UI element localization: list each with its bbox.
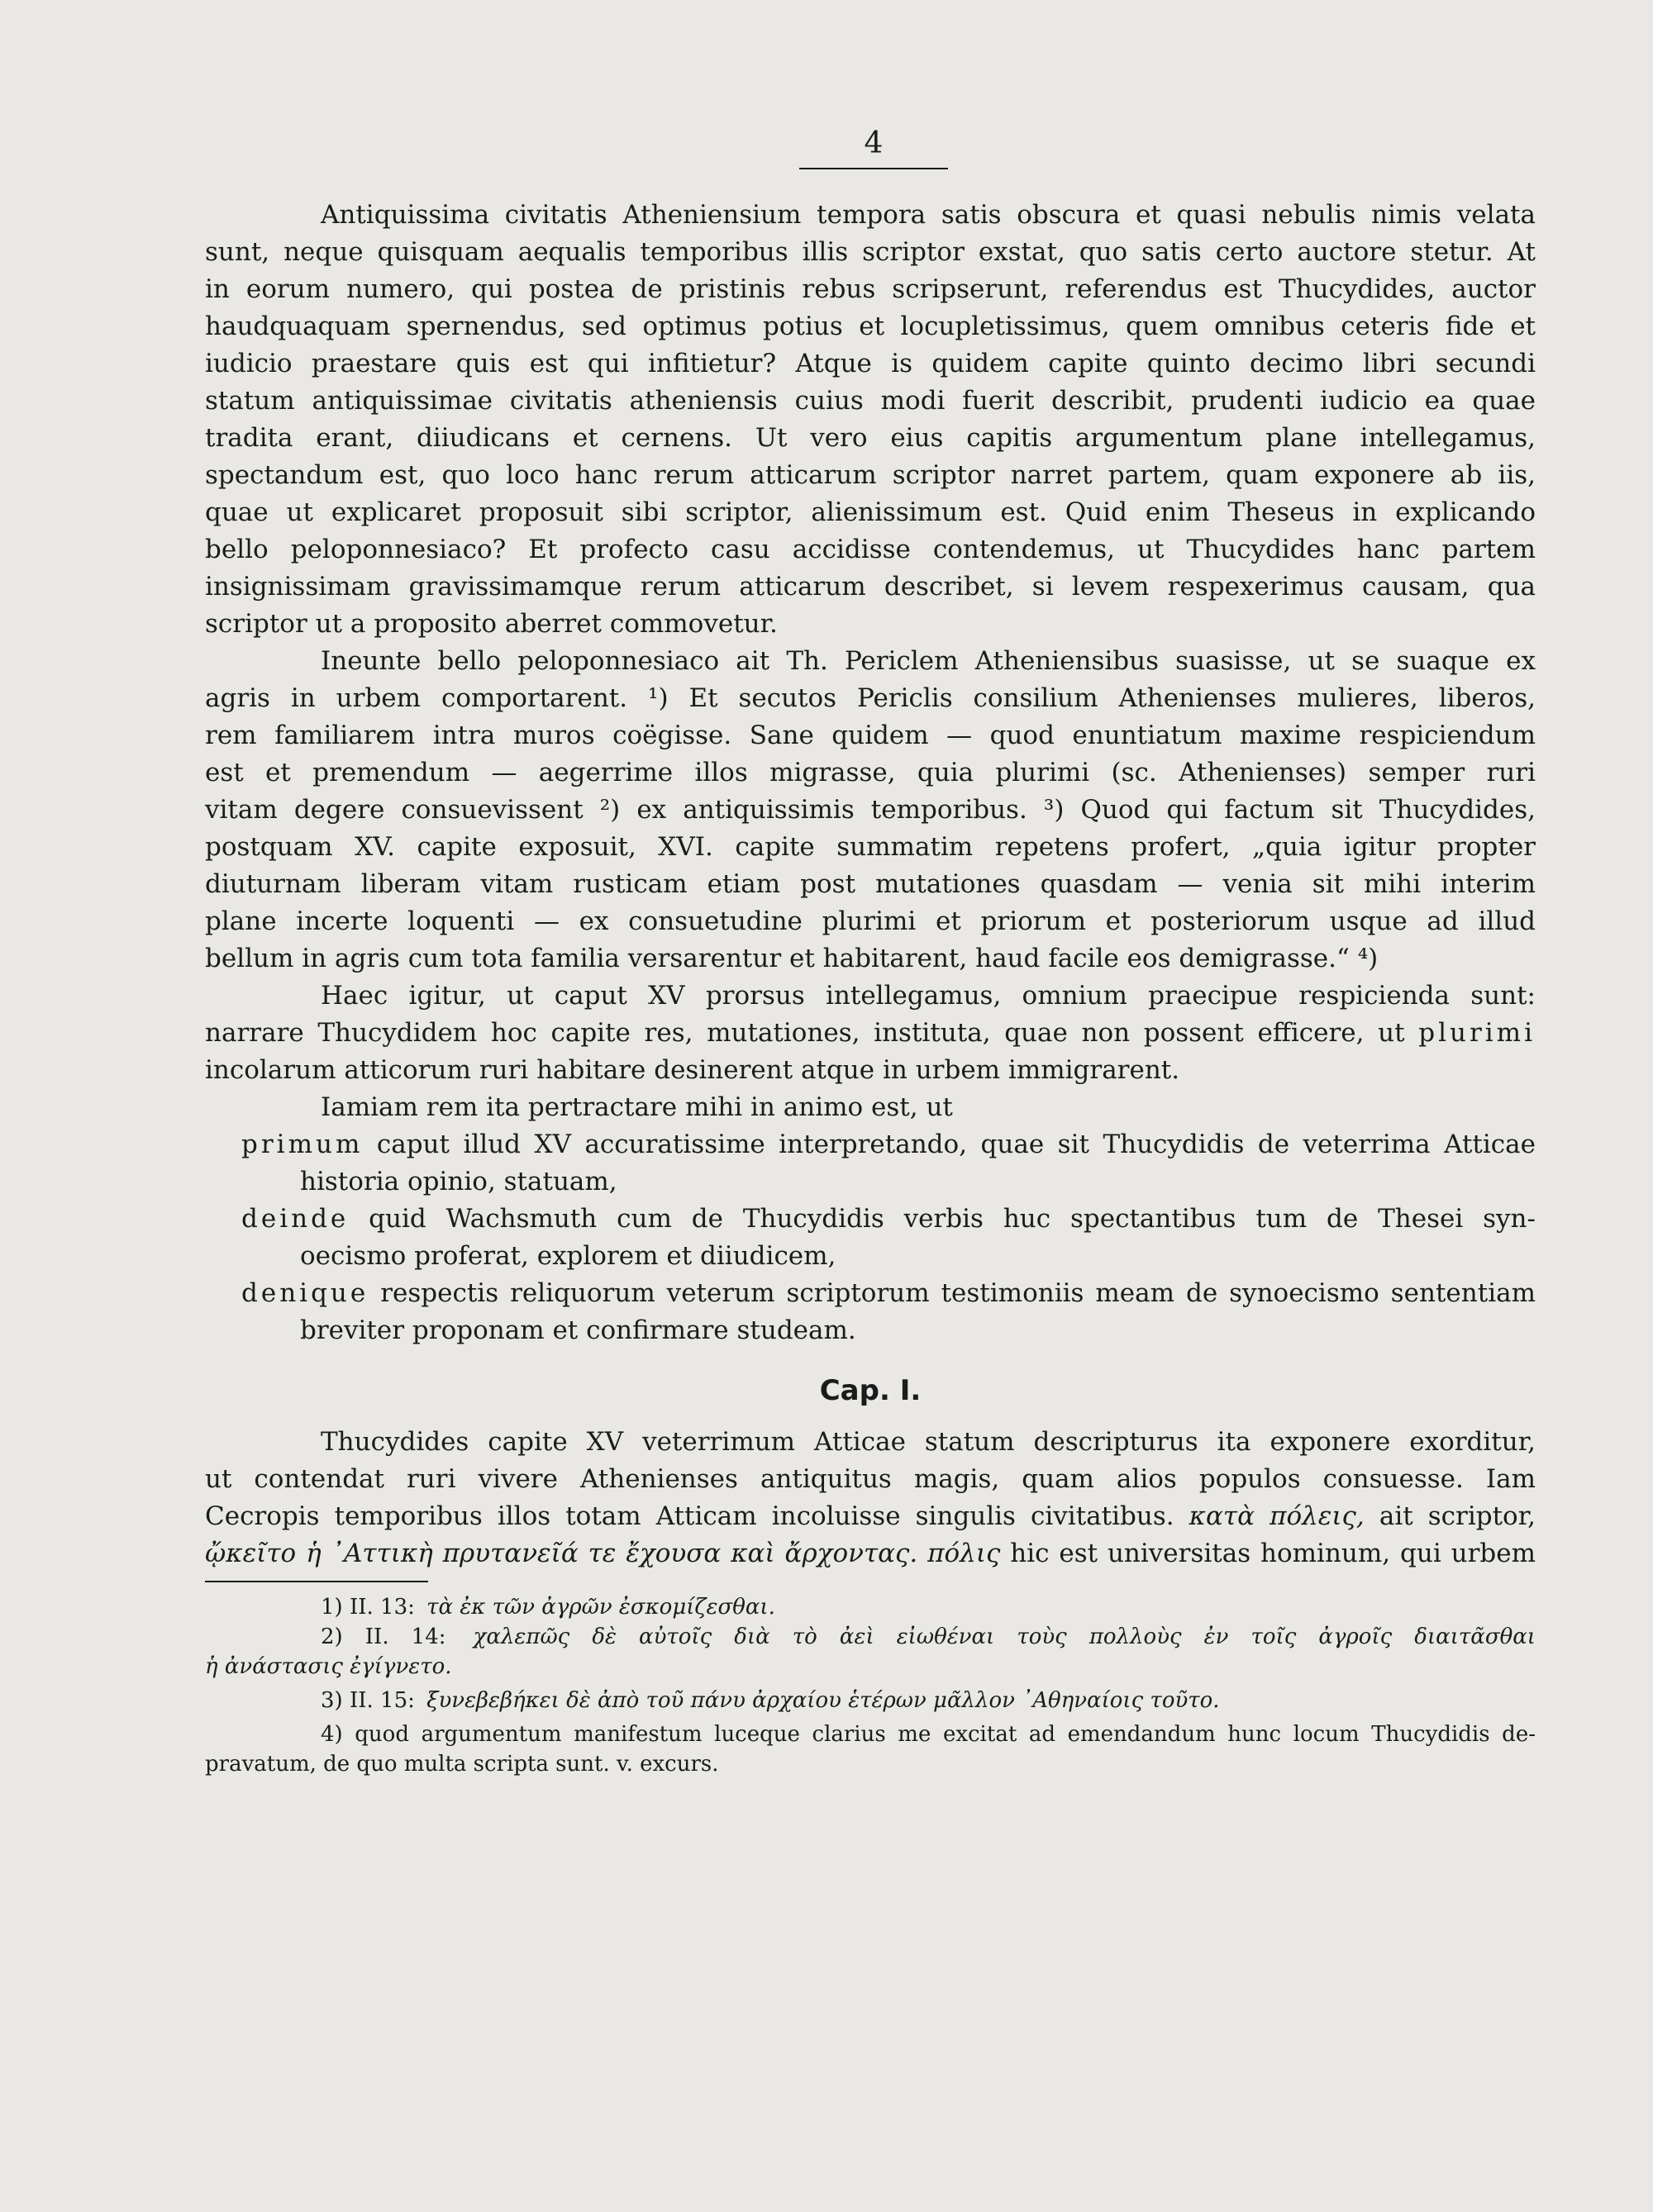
text-segment: narrare Thucydidem hoc capite res, mutationes, instituta, quae non possent efficere, ut: [205, 1018, 1405, 1048]
text-line: iudicio praestare quis est qui infitietur? Atque is quidem capite quinto decimo libri secundi: [205, 349, 1536, 378]
text-line: quae ut explicaret proposuit sibi scriptor, alienissimum est. Quid enim Theseus in explicando: [205, 497, 1536, 527]
greek-text: κατὰ πόλεις,: [1189, 1501, 1365, 1531]
chapter-heading: Cap. I.: [819, 1374, 922, 1407]
text-line: Antiquissima civitatis Atheniensium tempora satis obscura et quasi nebulis nimis velata: [321, 200, 1536, 230]
text-line: scriptor ut a proposito aberret commovetur.: [205, 609, 778, 639]
text-line: Iamiam rem ita pertractare mihi in animo est, ut: [321, 1092, 953, 1122]
greek-text: ᾤκεῖτο ἡ ᾿Αττικὴ πρυτανεῖά τε ἔχουσα καὶ ἄρχοντας. πόλις: [205, 1539, 1001, 1568]
text-line: bello peloponnesiaco? Et profecto casu accidisse contendemus, ut Thucydides hanc partem: [205, 535, 1536, 564]
text-line: sunt, neque quisquam aequalis temporibus illis scriptor exstat, quo satis certo auctore stetur. At: [205, 237, 1536, 267]
text-line: Thucydides capite XV veterrimum Atticae statum descripturus ita exponere exorditur,: [321, 1427, 1536, 1457]
emphasis-text: deinde: [241, 1204, 350, 1234]
list-item: [205, 1201, 1536, 1238]
text-line: [205, 1015, 1536, 1052]
footnote-label: 1) II. 13:: [321, 1595, 415, 1620]
text-segment: Cecropis temporibus illos totam Atticam incoluisse singulis civitatibus.: [205, 1501, 1174, 1531]
footnote: 4) quod argumentum manifestum luceque clarius me excitat ad emendandum hunc locum Thucydidis de-: [321, 1722, 1536, 1747]
text-line: breviter proponam et confirmare studeam.: [300, 1315, 856, 1345]
text-line: tradita erant, diiudicans et cernens. Ut vero eius capitis argumentum plane intellegamus,: [205, 423, 1536, 453]
text-line: postquam XV. capite exposuit, XVI. capite summatim repetens profert, „quia igitur propter: [205, 832, 1536, 862]
text-line: incolarum atticorum ruri habitare desinerent atque in urbem immigrarent.: [205, 1055, 1180, 1085]
text-line: spectandum est, quo loco hanc rerum atticarum scriptor narret partem, quam exponere ab iis,: [205, 460, 1536, 490]
footnotes: [205, 1592, 1536, 1779]
text-line: Haec igitur, ut caput XV prorsus intellegamus, omnium praecipue respicienda sunt:: [321, 981, 1536, 1011]
text-line: bellum in agris cum tota familia versarentur et habitarent, haud facile eos demigrasse.“ ⁴): [205, 944, 1379, 973]
text-segment: quid Wachsmuth cum de Thucydidis verbis huc spectantibus tum de Thesei syn-: [369, 1204, 1536, 1234]
text-line: Ineunte bello peloponnesiaco ait Th. Periclem Atheniensibus suasisse, ut se suaque ex: [321, 646, 1536, 676]
text-line: plane incerte loquenti — ex consuetudine plurimi et priorum et posteriorum usque ad illud: [205, 906, 1536, 936]
text-line: rem familiarem intra muros coëgisse. Sane quidem — quod enuntiatum maxime respiciendum: [205, 721, 1536, 750]
text-line: oecismo proferat, explorem et diiudicem,: [300, 1241, 836, 1271]
text-line: agris in urbem comportarent. ¹) Et secutos Periclis consilium Athenienses mulieres, liberos,: [205, 683, 1536, 713]
text-line: vitam degere consuevissent ²) ex antiquissimis temporibus. ³) Quod qui factum sit Thucydides,: [205, 795, 1536, 825]
text-segment: caput illud XV accuratissime interpretando, quae sit Thucydidis de veterrima Atticae: [376, 1130, 1536, 1159]
greek-text: χαλεπῶς δὲ αὐτοῖς διὰ τὸ ἀεὶ εἰωθέναι τοὺς πολλοὺς ἐν τοῖς ἀγροῖς διαιτᾶσθαι: [473, 1625, 1536, 1649]
footnote-label: 3) II. 15:: [321, 1688, 415, 1713]
footnote-rule: [205, 1581, 428, 1582]
text-line: ut contendat ruri vivere Athenienses antiquitus magis, quam alios populos consuesse. Iam: [205, 1464, 1536, 1494]
text-segment: ait scriptor,: [1379, 1501, 1536, 1531]
text-line: in eorum numero, qui postea de pristinis rebus scripserunt, referendus est Thucydides, auctor: [205, 274, 1536, 304]
greek-text: τὰ ἐκ τῶν ἀγρῶν ἐσκομίζεσθαι.: [426, 1595, 775, 1620]
emphasis-text: primum: [241, 1130, 364, 1159]
list-item: [205, 1275, 1536, 1312]
text-segment: hic est universitas hominum, qui urbem: [1010, 1539, 1536, 1568]
emphasis-text: plurimi: [1418, 1018, 1536, 1048]
text-line: [205, 1535, 1536, 1572]
text-line: insignissimam gravissimamque rerum atticarum describet, si levem respexerimus causam, qua: [205, 572, 1536, 602]
footnote: [205, 1686, 1536, 1715]
text-line: diuturnam liberam vitam rusticam etiam post mutationes quasdam — venia sit mihi interim: [205, 869, 1536, 899]
footnote-continuation: ἡ ἀνάστασις ἐγίγνετο.: [205, 1654, 452, 1679]
footnote: [205, 1592, 1536, 1622]
emphasis-text: denique: [241, 1278, 369, 1308]
footnote-label: 2) II. 14:: [321, 1625, 446, 1649]
text-line: est et premendum — aegerrime illos migrasse, quia plurimi (sc. Athenienses) semper ruri: [205, 758, 1536, 787]
text-line: [205, 1498, 1536, 1535]
text-line: statum antiquissimae civitatis atheniensis cuius modi fuerit describit, prudenti iudicio ea quae: [205, 386, 1536, 416]
greek-text: ξυνεβεβήκει δὲ ἀπὸ τοῦ πάνυ ἀρχαίου ἑτέρων μᾶλλον ᾿Αθηναίοις τοῦτο.: [426, 1688, 1220, 1713]
footnote-continuation: pravatum, de quo multa scripta sunt. v. excurs.: [205, 1752, 719, 1777]
text-line: haudquaquam spernendus, sed optimus potius et locupletissimus, quem omnibus ceteris fide et: [205, 312, 1536, 341]
footnote: [205, 1622, 1536, 1652]
page-number: 4: [799, 126, 948, 169]
list-item: [205, 1126, 1536, 1163]
text-segment: respectis reliquorum veterum scriptorum testimoniis meam de synoecismo sententiam: [380, 1278, 1536, 1308]
main-text: [205, 197, 1536, 1779]
text-line: historia opinio, statuam,: [300, 1167, 617, 1196]
